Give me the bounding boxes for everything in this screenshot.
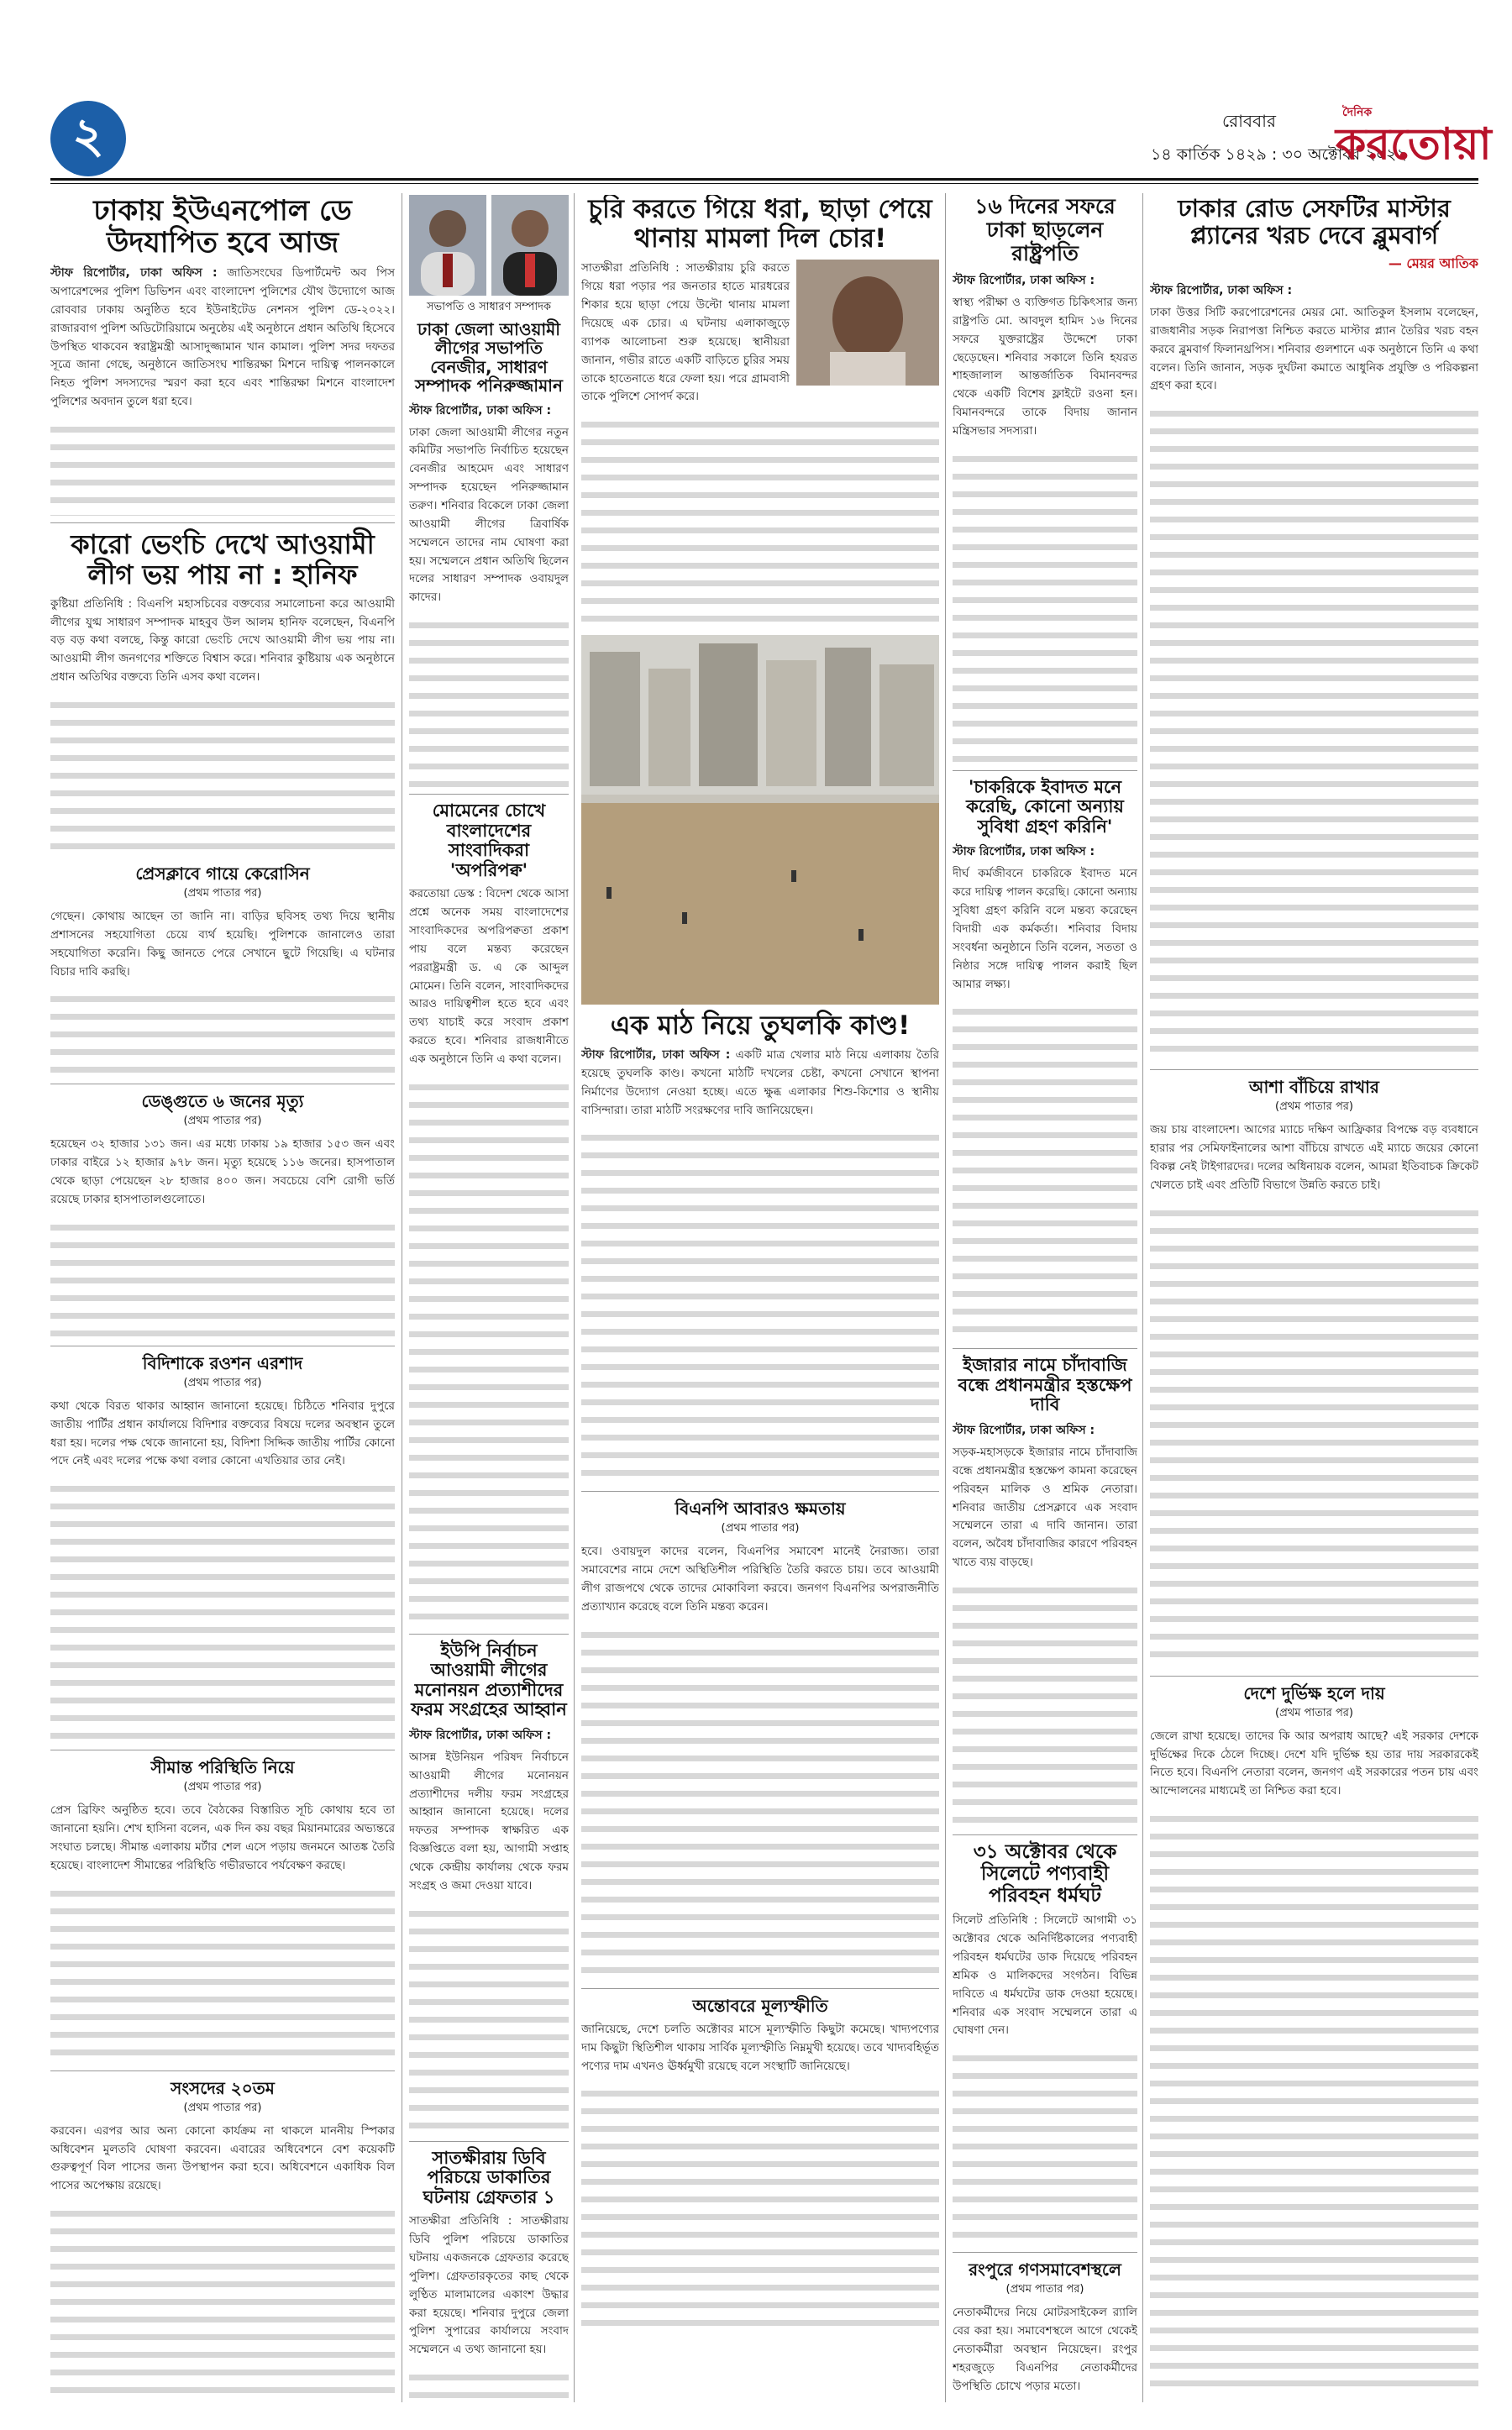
- continuation-label: (প্রথম পাতার পর): [1275, 1706, 1353, 1719]
- leaders-photos: [409, 195, 569, 296]
- article-headline: সাতক্ষীরায় ডিবি পরিচয়ে ডাকাতির ঘটনায় গ্রেফতার ১: [423, 2147, 555, 2207]
- article-body: জানিয়েছে, দেশে চলতি অক্টোবর মাসে মূল্যস্ফীতি কিছুটা কমেছে। খাদ্যপণ্যের দাম কিছুটা স্থিতিশীল থাকায় সার্বিক মূল্যস্ফীতি নিম্নমুখী হয়েছে। তবে খাদ্যবহির্ভূত পণ্যের দাম এখনও ঊর্ধ্বমুখী রয়েছে বলে সংস্থাটি জানিয়েছে।: [581, 2022, 939, 2073]
- article-body-continuation: [50, 415, 395, 516]
- article-headline: ইউপি নির্বাচন আওয়ামী লীগের মনোনয়ন প্রত্যাশীদের ফরম সংগ্রহের আহ্বান: [411, 1640, 567, 1720]
- article-headline: বিদিশাকে রওশন এরশাদ: [142, 1352, 303, 1373]
- continuation-label: (প্রথম পাতার পর): [183, 1376, 262, 1389]
- article-byline: স্টাফ রিপোর্টার, ঢাকা অফিস :: [953, 845, 1095, 859]
- field-photo: [581, 635, 939, 1005]
- article-headline: রংপুরে গণসমাবেশস্থলে: [969, 2259, 1121, 2280]
- article-border: [50, 1757, 395, 2063]
- continuation-label: (প্রথম পাতার পর): [721, 1522, 800, 1535]
- article-headline: বিএনপি আবারও ক্ষমতায়: [675, 1498, 846, 1519]
- article-body: সাতক্ষীরা প্রতিনিধি : সাতক্ষীরায় চুরি করতে গিয়ে ধরা পড়ার পর জনতার হাতে মারধরের শিকার হয়ে ছাড়া পেয়ে উল্টো থানায় মামলা দিয়েছে এক চোর। এ ঘটনায় এলাকাজুড়ে ব্যাপক আলোচনা শুরু হয়েছে। স্থানীয়রা জানান, গভীর রাতে একটি বাড়িতে চুরির সময় তাকে হাতেনাতে ধরে ফেলা হয়। পরে গ্রামবাসী তাকে পুলিশে সোপর্দ করে।: [581, 261, 790, 404]
- masthead: [50, 101, 1492, 181]
- article-headline: ডেঙ্গুতে ৬ জনের মৃত্যু: [141, 1091, 304, 1112]
- article-famine: [1150, 1683, 1478, 2392]
- article-headline: ১৬ দিনের সফরে ঢাকা ছাড়লেন রাষ্ট্রপতি: [974, 195, 1116, 265]
- thief-photo: [796, 260, 939, 386]
- article-body: সিলেট প্রতিনিধি : সিলেটে আগামী ৩১ অক্টোবর থেকে অনির্দিষ্টকালের পণ্যবাহী পরিবহন ধর্মঘটের ডাক দিয়েছে পরিবহন শ্রমিক ও মালিকদের সংগঠন। বিভিন্ন দাবিতে এ ধর্মঘটের ডাক দেওয়া হয়েছে। শনিবার এক সংবাদ সম্মেলনে তারা এ ঘোষণা দেন।: [953, 1913, 1137, 2038]
- page-number: ২: [50, 101, 126, 176]
- article-body: হয়েছেন ৩২ হাজার ১৩১ জন। এর মধ্যে ঢাকায় ১৯ হাজার ১৫৩ জন এবং ঢাকার বাইরে ১২ হাজার ৯৭৮ জন। মৃত্যু হয়েছে ১১৬ জনের। হাসপাতাল থেকে ছাড়া পেয়েছেন ২৮ হাজার ৪০০ জন। সবচেয়ে বেশি রোগী ভর্তি রয়েছে ঢাকার হাসপাতালগুলোতে।: [50, 1137, 395, 1206]
- article-headline: অন্তোবরে মূল্যস্ফীতি: [692, 1995, 828, 2016]
- article-inflation: [581, 1996, 939, 2332]
- column-divider: [1142, 193, 1143, 2402]
- article-body: সাতক্ষীরা প্রতিনিধি : সাতক্ষীরায় ডিবি পুলিশ পরিচয়ে ডাকাতির ঘটনায় একজনকে গ্রেফতার করেছে পুলিশ। গ্রেফতারকৃতের কাছ থেকে লুণ্ঠিত মালামালের একাংশ উদ্ধার করা হয়েছে। শনিবার দুপুরে জেলা পুলিশ সুপারের কার্যালয়ে সংবাদ সম্মেলনে এ তথ্য জানানো হয়।: [409, 2214, 569, 2357]
- article-rangpur: [953, 2259, 1137, 2404]
- article-byline: স্টাফ রিপোর্টার, ঢাকা অফিস :: [953, 1423, 1095, 1437]
- article-body: ঢাকা জেলা আওয়ামী লীগের নতুন কমিটির সভাপতি নির্বাচিত হয়েছেন বেনজীর আহমেদ এবং সাধারণ সম্পাদক হয়েছেন পনিরুজ্জামান তরুণ। শনিবার বিকেলে ঢাকা জেলা আওয়ামী লীগের ত্রিবার্ষিক সম্মেলনে তাদের নাম ঘোষণা করা হয়। সম্মেলনে প্রধান অতিথি ছিলেন দলের সাধারণ সম্পাদক ওবায়দুল কাদের।: [409, 425, 569, 605]
- article-byline: স্টাফ রিপোর্টার, ঢাকা অফিস :: [953, 274, 1095, 287]
- article-bnp-power: [581, 1498, 939, 1981]
- article-headline: ঢাকা জেলা আওয়ামী লীগের সভাপতি বেনজীর, সাধারণ সম্পাদক পনিরুজ্জামান: [415, 319, 563, 396]
- article-body: গেছেন। কোথায় আছেন তা জানি না। বাড়ির ছবিসহ তথ্য দিয়ে স্থানীয় প্রশাসনের সহযোগিতা চেয়ে ব্যর্থ হয়েছি। পুলিশকে জানালেও তারা সহযোগিতা করেনি। কিছু জানতে পেরে সেখানে ছুটে গিয়েছি। এ ঘটনার বিচার দাবি করছি।: [50, 909, 395, 979]
- article-headline: আশা বাঁচিয়ে রাখার: [1249, 1077, 1379, 1098]
- column-left: [50, 195, 395, 2404]
- masthead-rule-thin: [50, 183, 1478, 184]
- column-right: [1150, 195, 1478, 2404]
- article-body: সড়ক-মহাসড়কে ইজারার নামে চাঁদাবাজি বন্ধে প্রধানমন্ত্রীর হস্তক্ষেপ কামনা করেছেন পরিবহন মালিক ও শ্রমিক নেতারা। শনিবার জাতীয় প্রেসক্লাবে এক সংবাদ সম্মেলনে তারা এ দাবি জানান। তারা বলেন, অবৈধ চাঁদাবাজির কারণে পরিবহন খাতে ব্যয় বাড়ছে।: [953, 1445, 1137, 1570]
- continuation-label: (প্রথম পাতার পর): [183, 1781, 262, 1794]
- column-divider: [574, 193, 575, 2402]
- article-body: দীর্ঘ কর্মজীবনে চাকরিকে ইবাদত মনে করে দায়িত্ব পালন করেছি। কোনো অন্যায় সুবিধা গ্রহণ করিনি বলে মন্তব্য করেছেন বিদায়ী এক কর্মকর্তা। শনিবার বিদায় সংবর্ধনা অনুষ্ঠানে তিনি বলেন, সততা ও নিষ্ঠার সঙ্গে দায়িত্ব পালন করাই ছিল আমার লক্ষ্য।: [953, 867, 1137, 991]
- article-body: কুষ্টিয়া প্রতিনিধি : বিএনপি মহাসচিবের বক্তব্যের সমালোচনা করে আওয়ামী লীগের যুগ্ম সাধারণ সম্পাদক মাহবুব উল আলম হানিফ বলেছেন, বিএনপি বড় বড় কথা বলছে, কিন্তু কারো ভেংচি দেখে আওয়ামী লীগ ভয় পায় না। আওয়ামী লীগ জনগণের শক্তিতে বিশ্বাস করে। শনিবার কুষ্টিয়ায় এক অনুষ্ঠানে প্রধান অতিথির বক্তব্যে তিনি এসব কথা বলেন।: [50, 596, 395, 685]
- logo-big-text: করতোয়া: [1336, 119, 1492, 170]
- article-body: স্টাফ রিপোর্টার, ঢাকা অফিস : জাতিসংঘের ডিপার্টমেন্ট অব পিস অপারেশন্সের পুলিশ ডিভিশন এবং বাংলাদেশ পুলিশের যৌথ উদ্যোগে আজ রোববার ঢাকায় অনুষ্ঠিত হবে ইউনাইটেড নেশনস পুলিশ ডে-২০২২। রাজারবাগ পুলিশ অডিটোরিয়ামে অনুষ্ঠেয় এই অনুষ্ঠানে প্রধান অতিথি হিসেবে উপস্থিত থাকবেন স্বরাষ্ট্রমন্ত্রী আসাদুজ্জামান খান কামাল। পুলিশ সদর দফতর সূত্রে জানা গেছে, অনুষ্ঠানে জাতিসংঘ শান্তিরক্ষা মিশনে দায়িত্ব পালনকালে নিহত পুলিশ সদস্যদের স্মরণ করা হবে এবং শান্তিরক্ষা মিশনে বাংলাদেশ পুলিশের অবদান তুলে ধরা হবে।: [50, 266, 395, 409]
- article-momen: [409, 801, 569, 1627]
- article-byline: স্টাফ রিপোর্টার, ঢাকা অফিস :: [50, 266, 218, 281]
- article-body: হবে। ওবায়দুল কাদের বলেন, বিএনপির সমাবেশ মানেই নৈরাজ্য। তারা সমাবেশের নামে দেশে অস্থিতিশীল পরিস্থিতি তৈরি করতে চায়। তবে আওয়ামী লীগ রাজপথে থেকে তাদের মোকাবিলা করবে। জনগণ বিএনপির অপরাজনীতি প্রত্যাখ্যান করেছে বলে তিনি মন্তব্য করেন।: [581, 1545, 939, 1614]
- article-body: ঢাকা উত্তর সিটি করপোরেশনের মেয়র মো. আতিকুল ইসলাম বলেছেন, রাজধানীর সড়ক নিরাপত্তা নিশ্চিত করতে মাস্টার প্ল্যান তৈরির খরচ বহন করবে ব্লুমবার্গ ফিলানথ্রপিস। শনিবার গুলশানে এক অনুষ্ঠানে তিনি এ কথা বলেন। তিনি জানান, সড়ক দুর্ঘটনা কমাতে আধুনিক প্রযুক্তি ও পরিকল্পনা গ্রহণ করা হবে।: [1150, 305, 1478, 393]
- newspaper-logo: [1336, 102, 1492, 170]
- article-bloomberg: [1150, 195, 1478, 1063]
- article-body: স্টাফ রিপোর্টার, ঢাকা অফিস : একটি মাত্র খেলার মাঠ নিয়ে এলাকায় তৈরি হয়েছে তুঘলকি কাণ্ড। কখনো মাঠটি দখলের চেষ্টা, কখনো সেখানে স্থাপনা নির্মাণের উদ্যোগ নেওয়া হচ্ছে। এতে ক্ষুব্ধ এলাকার শিশু-কিশোর ও স্থানীয় বাসিন্দারা। তারা মাঠটি সংরক্ষণের দাবি জানিয়েছেন।: [581, 1048, 939, 1117]
- continuation-label: (প্রথম পাতার পর): [1005, 2283, 1084, 2296]
- article-headline: ঢাকার রোড সেফটির মাস্টার প্ল্যানের খরচ দেবে ব্লুমবার্গ: [1178, 195, 1451, 250]
- portrait-photo: [409, 195, 486, 296]
- article-headline: কারো ভেংচি দেখে আওয়ামী লীগ ভয় পায় না : হানিফ: [71, 528, 375, 590]
- article-headline: চুরি করতে গিয়ে ধরা, ছাড়া পেয়ে থানায় মামলা দিল চোর!: [588, 195, 932, 254]
- article-unpol-day: [50, 195, 395, 516]
- article-president: [953, 195, 1137, 764]
- continuation-label: (প্রথম পাতার পর): [183, 886, 262, 900]
- masthead-rule: [50, 178, 1478, 181]
- article-body: স্বাস্থ্য পরীক্ষা ও ব্যক্তিগত চিকিৎসার জন্য রাষ্ট্রপতি মো. আবদুল হামিদ ১৬ দিনের সফরে যুক্তরাষ্ট্রের উদ্দেশে ঢাকা ছেড়েছেন। শনিবার সকালে তিনি হযরত শাহজালাল আন্তর্জাতিক বিমানবন্দর থেকে একটি বিশেষ ফ্লাইটে রওনা হন। বিমানবন্দরে তাকে বিদায় জানান মন্ত্রিসভার সদস্যরা।: [953, 296, 1137, 438]
- article-body: জয় চায় বাংলাদেশ। আগের ম্যাচে দক্ষিণ আফ্রিকার বিপক্ষে বড় ব্যবধানে হারার পর সেমিফাইনালের আশা বাঁচিয়ে রাখতে এই ম্যাচে জয়ের কোনো বিকল্প নেই টাইগারদের। দলের অধিনায়ক বলেন, আমরা ইতিবাচক ক্রিকেট খেলতে চাই এবং প্রতিটি বিভাগে উন্নতি করতে চাই।: [1150, 1123, 1478, 1192]
- logo-small-text: দৈনিক: [1342, 106, 1373, 119]
- article-headline: দেশে দুর্ভিক্ষ হলে দায়: [1243, 1682, 1385, 1703]
- article-up-election: [409, 1641, 569, 2134]
- article-headline: ঢাকায় ইউএনপোল ডে উদযাপিত হবে আজ: [93, 195, 352, 260]
- article-body: আসন্ন ইউনিয়ন পরিষদ নির্বাচনে আওয়ামী লীগের মনোনয়ন প্রত্যাশীদের দলীয় ফরম সংগ্রহের আহ্বান জানানো হয়েছে। দলের দফতর সম্পাদক স্বাক্ষরিত এক বিজ্ঞপ্তিতে বলা হয়, আগামী সপ্তাহ থেকে কেন্দ্রীয় কার্যালয় থেকে ফরম সংগ্রহ ও জমা দেওয়া যাবে।: [409, 1750, 569, 1892]
- article-satkhira-db: [409, 2149, 569, 2404]
- article-headline: 'চাকরিকে ইবাদত মনে করেছি, কোনো অন্যায় সুবিধা গ্রহণ করিনি': [966, 776, 1124, 837]
- article-thief: [581, 195, 939, 628]
- article-headline: ইজারার নামে চাঁদাবাজি বন্ধে প্রধানমন্ত্রীর হস্তক্ষেপ দাবি: [958, 1355, 1132, 1415]
- article-subhead: প্রেসক্লাবে গায়ে কেরোসিন: [135, 863, 310, 884]
- article-extortion: [953, 1356, 1137, 1828]
- masthead-day: রোববার: [1222, 111, 1276, 131]
- portrait-photo: [491, 195, 569, 296]
- article-byline: স্টাফ রিপোর্টার, ঢাকা অফিস :: [1150, 283, 1293, 297]
- article-headline: এক মাঠ নিয়ে তুঘলকি কাণ্ড!: [610, 1010, 911, 1042]
- column-second: [409, 195, 569, 2404]
- article-field: [581, 1011, 939, 1484]
- article-byline: স্টাফ রিপোর্টার, ঢাকা অফিস :: [409, 403, 552, 417]
- article-byline: স্টাফ রিপোর্টার, ঢাকা অফিস :: [409, 1728, 552, 1742]
- article-bidisha: [50, 1353, 395, 1743]
- article-dhaka-al: [409, 195, 569, 787]
- article-headline: সংসদের ২০তম: [171, 2077, 275, 2098]
- article-body: করবেন। এরপর আর অন্য কোনো কার্যক্রম না থাকলে মাননীয় স্পিকার অধিবেশন মুলতবি ঘোষণা করবেন। এবারের অধিবেশনে বেশ কয়েকটি গুরুত্বপূর্ণ বিল পাসের জন্য উপস্থাপন করা হবে। অধিবেশনে একাধিক বিল পাসের অপেক্ষায় রয়েছে।: [50, 2123, 395, 2193]
- article-job-ibadat: [953, 778, 1137, 1342]
- article-parliament: [50, 2078, 395, 2404]
- article-headline: মোমেনের চোখে বাংলাদেশের সাংবাদিকরা 'অপরিপক্ব': [432, 800, 546, 880]
- article-sylhet-strike: [953, 1842, 1137, 2245]
- column-fourth: [953, 195, 1137, 2404]
- column-divider: [945, 193, 946, 2402]
- article-body: জেলে রাখা হয়েছে। তাদের কি আর অপরাধ আছে? এই সরকার দেশকে দুর্ভিক্ষের দিকে ঠেলে দিচ্ছে। দেশে যদি দুর্ভিক্ষ হয় তার দায় সরকারকেই নিতে হবে। বিএনপি নেতারা বলেন, জনগণ এই সরকারের পতন চায় এবং আন্দোলনের মাধ্যমেই তা নিশ্চিত করা হবে।: [1150, 1729, 1478, 1798]
- column-center: [581, 195, 939, 2404]
- continuation-label: (প্রথম পাতার পর): [1275, 1100, 1353, 1114]
- article-headline: ৩১ অক্টোবর থেকে সিলেটে পণ্যবাহী পরিবহন ধর্মঘট: [973, 1841, 1117, 1907]
- article-body: কথা থেকে বিরত থাকার আহ্বান জানানো হয়েছে। চিঠিতে শনিবার দুপুরে জাতীয় পার্টির প্রধান কার্যালয়ে বিদিশার বক্তব্যের বিষয়ে দলের অবস্থান তুলে ধরা হয়। দলের পক্ষ থেকে জানানো হয়, বিদিশা সিদ্দিক জাতীয় পার্টির কোনো পদে নেই এবং দলের পক্ষে কথা বলার কোনো এখতিয়ার তার নেই।: [50, 1399, 395, 1468]
- article-dengue: [50, 1091, 395, 1338]
- article-hope: [1150, 1077, 1478, 1668]
- article-body: নেতাকর্মীদের নিয়ে মোটরসাইকেল র‍্যালি বের করা হয়। সমাবেশস্থলে আগে থেকেই নেতাকর্মীরা অবস্থান নিয়েছেন। রংপুর শহরজুড়ে বিএনপির নেতাকর্মীদের উপস্থিতি চোখে পড়ার মতো।: [953, 2306, 1137, 2393]
- continuation-label: (প্রথম পাতার পর): [183, 1115, 262, 1128]
- article-body: করতোয়া ডেস্ক : বিদেশ থেকে আসা প্রশ্নে অনেক সময় বাংলাদেশের সাংবাদিকদের অপরিপক্বতা প্রকাশ পায় বলে মন্তব্য করেছেন পররাষ্ট্রমন্ত্রী ড. এ কে আব্দুল মোমেন। তিনি বলেন, সাংবাদিকদের আরও দায়িত্বশীল হতে হবে এবং তথ্য যাচাই করে সংবাদ প্রকাশ করতে হবে। শনিবার রাজধানীতে এক অনুষ্ঠানে তিনি এ কথা বলেন।: [409, 887, 569, 1066]
- article-attribution: — মেয়র আতিক: [1388, 255, 1478, 271]
- article-headline: সীমান্ত পরিস্থিতি নিয়ে: [150, 1757, 295, 1778]
- photo-caption: সভাপতি ও সাধারণ সম্পাদক: [426, 301, 552, 313]
- article-body: প্রেস ব্রিফিং অনুষ্ঠিত হবে। তবে বৈঠকের বিস্তারিত সূচি কোথায় হবে তা জানানো হয়নি। শেখ হাসিনা বলেন, এক দিন কয় বছর মিয়ানমারের অভ্যন্তরে সংঘাত চলছে। সীমান্ত এলাকায় মর্টার শেল এসে পড়ায় জনমনে আতঙ্ক তৈরি হয়েছে। বাংলাদেশ সীমান্তের পরিস্থিতি গভীরভাবে পর্যবেক্ষণ করছে।: [50, 1803, 395, 1872]
- masthead-date: ১৪ কার্তিক ১৪২৯ : ৩০ অক্টোবর ২০২২: [1151, 145, 1407, 164]
- continuation-label: (প্রথম পাতার পর): [183, 2101, 262, 2114]
- article-hanif: [50, 530, 395, 1077]
